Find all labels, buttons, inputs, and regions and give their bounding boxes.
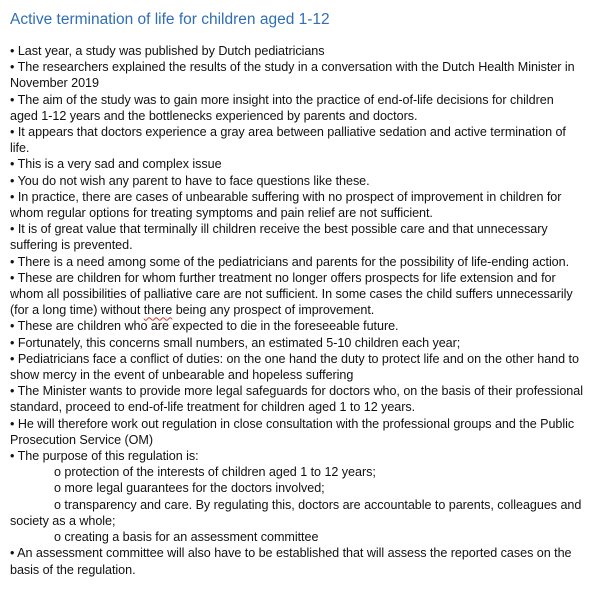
- list-item-text: The purpose of this regulation is:: [17, 449, 199, 464]
- list-item: [10, 92, 584, 124]
- bullet-marker: •: [10, 173, 15, 188]
- list-item-text: An assessment committee will also have to be established that will assess the reported cases on the basis of the regulation.: [10, 546, 572, 577]
- sub-bullet-marker: o: [54, 465, 61, 480]
- bullet-marker: •: [10, 335, 15, 350]
- sub-list-item: [10, 480, 584, 496]
- list-item-text: Fortunately, this concerns small numbers, an estimated 5-10 children each year;: [17, 335, 461, 350]
- bullet-marker: •: [10, 60, 15, 75]
- list-item-text: In practice, there are cases of unbearable suffering with no prospect of improvement in children for whom regular options for treating symptoms and pain relief are not sufficient.: [10, 189, 562, 221]
- bullet-marker: •: [10, 92, 15, 107]
- list-item-text: The researchers explained the results of the study in a conversation with the Dutch Health Minister in November 2019: [10, 60, 575, 91]
- list-item: [10, 221, 584, 253]
- list-item: [10, 189, 584, 221]
- bullet-marker: •: [10, 351, 15, 366]
- list-item-text: He will therefore work out regulation in close consultation with the professional groups and the Public Prosecution Service (OM): [10, 416, 575, 447]
- list-item: [10, 545, 584, 577]
- list-item: [10, 335, 584, 351]
- list-item: [10, 124, 584, 156]
- sub-list-item-text: transparency and care. By regulating this, doctors are accountable to parents, colleagues and society as a whole;: [10, 497, 582, 528]
- sub-bullet-marker: o: [54, 481, 61, 496]
- list-item-text: Last year, a study was published by Dutch pediatricians: [17, 44, 325, 58]
- list-item: [10, 448, 584, 464]
- list-item: [10, 270, 584, 319]
- list-item-text: These are children who are expected to die in the foreseeable future.: [17, 319, 399, 334]
- sub-bullet-marker: o: [54, 497, 61, 512]
- sub-list-item: [10, 529, 584, 545]
- list-item: [10, 383, 584, 415]
- sub-list-item: [10, 497, 584, 529]
- list-item-text: being any prospect of improvement.: [172, 303, 375, 318]
- sub-list-item-text: more legal guarantees for the doctors involved;: [64, 481, 325, 496]
- bullet-marker: •: [10, 270, 15, 285]
- list-item: [10, 416, 584, 448]
- list-item: [10, 318, 584, 334]
- bullet-marker: •: [10, 416, 15, 431]
- list-item-text: This is a very sad and complex issue: [17, 157, 222, 172]
- list-item: [10, 43, 584, 59]
- list-item-text: There is a need among some of the pediatricians and parents for the possibility of life-ending action.: [17, 254, 570, 269]
- list-item-text: The aim of the study was to gain more insight into the practice of end-of-life decisions for children aged 1-12 years and the bottlenecks experienced by parents and doctors.: [10, 92, 554, 123]
- bullet-marker: •: [10, 157, 15, 172]
- spellcheck-flagged-word[interactable]: there: [143, 303, 173, 318]
- list-item: [10, 173, 584, 189]
- bullet-list: [10, 43, 584, 578]
- list-item: [10, 351, 584, 383]
- document-title: Active termination of life for children aged 1-12: [10, 11, 330, 28]
- sub-list-item-text: creating a basis for an assessment committee: [64, 530, 319, 545]
- list-item-text: Pediatricians face a conflict of duties: on the one hand the duty to protect life and on the other hand to show mercy in the event of unbearable and hopeless suffering: [10, 351, 579, 383]
- bullet-marker: •: [10, 44, 15, 58]
- bullet-marker: •: [10, 546, 15, 561]
- bullet-marker: •: [10, 319, 15, 334]
- list-item-text: You do not wish any parent to have to face questions like these.: [17, 173, 370, 188]
- list-item-text: These are children for whom further treatment no longer offers prospects for life extension and for whom all possibilities of palliative care are not sufficient. In some cases the child suffers unnecessarily (for a long time) without: [10, 270, 573, 318]
- list-item-text: It is of great value that terminally ill children receive the best possible care and that unnecessary suffering is prevented.: [10, 222, 548, 253]
- list-item: [10, 254, 584, 270]
- bullet-marker: •: [10, 254, 15, 269]
- sub-list-item-text: protection of the interests of children aged 1 to 12 years;: [64, 465, 376, 480]
- bullet-marker: •: [10, 384, 15, 399]
- bullet-marker: •: [10, 449, 15, 464]
- list-item: [10, 59, 584, 91]
- bullet-marker: •: [10, 222, 15, 237]
- bullet-marker: •: [10, 125, 15, 140]
- list-item: [10, 156, 584, 172]
- sub-list-item: [10, 464, 584, 480]
- bullet-marker: •: [10, 189, 15, 204]
- list-item-text: It appears that doctors experience a gray area between palliative sedation and active termination of life.: [10, 125, 566, 156]
- sub-bullet-marker: o: [54, 530, 61, 545]
- list-item-text: The Minister wants to provide more legal safeguards for doctors who, on the basis of their professional standard, proceed to end-of-life treatment for children aged 1 to 12 years.: [10, 384, 583, 415]
